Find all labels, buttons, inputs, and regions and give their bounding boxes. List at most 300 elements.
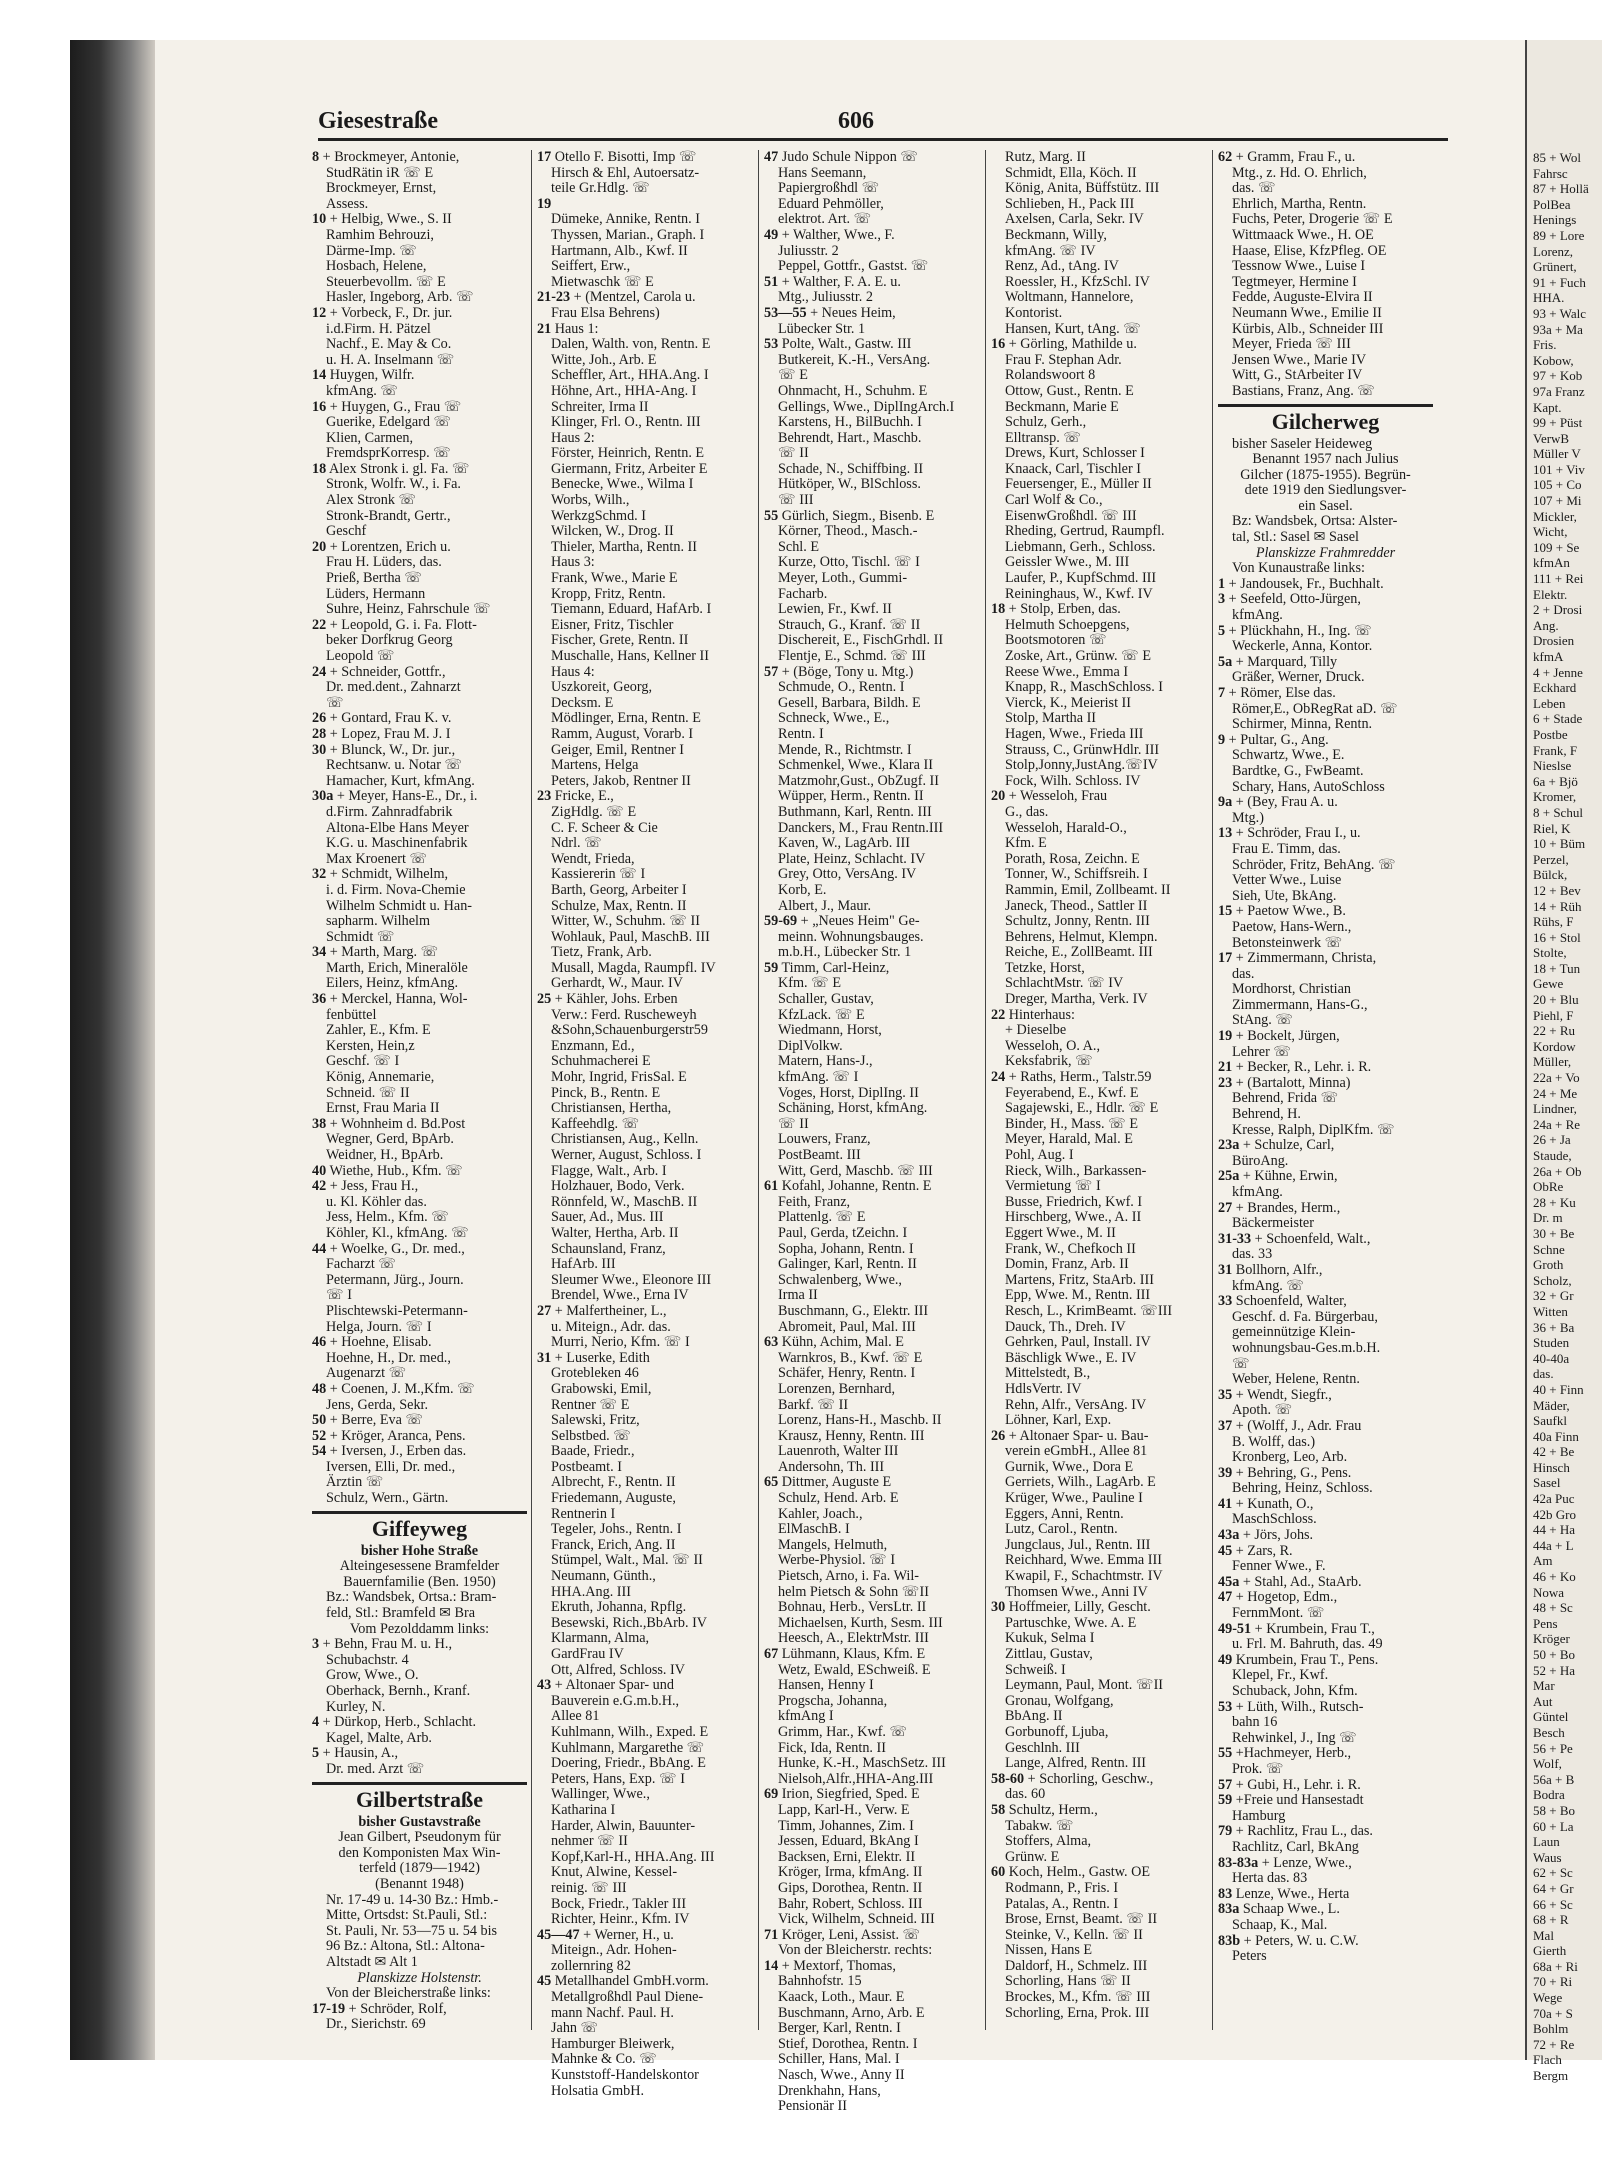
entry-text: Schubachstr. 4	[326, 1651, 409, 1668]
house-number: 59	[1218, 1792, 1233, 1809]
house-number: 16	[991, 336, 1006, 353]
directory-entry	[537, 1772, 752, 1788]
directory-entry	[537, 1881, 752, 1897]
map-reference-line: Planskizze Holstenstr.	[357, 1969, 482, 1986]
directory-entry	[991, 1117, 1206, 1133]
right-page-line: Fahrsc	[1533, 165, 1568, 181]
directory-entry	[537, 1070, 752, 1086]
entry-text: Bohnau, Herb., VersLtr. II	[778, 1599, 927, 1616]
entry-text: Meyer, Loth., Gummi-	[778, 570, 908, 587]
directory-entry	[1218, 1450, 1433, 1466]
directory-entry	[537, 1663, 752, 1679]
entry-text: mann Nachf. Paul. H.	[551, 2004, 674, 2021]
entry-text: Hamburger Bleiwerk,	[551, 2035, 675, 2052]
directory-entry	[991, 555, 1206, 571]
directory-entry	[312, 1398, 527, 1414]
entry-text: Franck, Erich, Ang. II	[551, 1536, 676, 1553]
entry-text: Barth, Georg, Arbeiter I	[551, 881, 687, 898]
entry-text: Jungclaus, Jul., Rentn. III	[1005, 1536, 1151, 1553]
directory-entry	[1218, 1419, 1433, 1435]
entry-text: Dr. med.dent., Zahnarzt	[326, 679, 461, 696]
directory-entry	[537, 337, 752, 353]
entry-text: Schmude, O., Rentn. I	[778, 679, 905, 696]
right-page-line: Dr. m	[1533, 1210, 1563, 1226]
right-page-line: Henings	[1533, 212, 1577, 228]
house-number: 39	[1218, 1464, 1233, 1481]
directory-entry	[1218, 702, 1433, 718]
entry-text: Buschmann, Arno, Arb. E	[778, 2004, 925, 2021]
directory-entry	[764, 1974, 979, 1990]
directory-entry	[537, 1959, 752, 1975]
house-number: 58-60	[991, 1770, 1025, 1787]
house-number: 20	[312, 538, 327, 555]
entry-text: Sauer, Ad., Mus. III	[551, 1209, 664, 1226]
directory-entry	[537, 1912, 752, 1928]
directory-entry	[312, 867, 527, 883]
entry-text: Thyssen, Marian., Graph. I	[551, 226, 705, 243]
directory-entry	[1218, 275, 1433, 291]
directory-entry	[1218, 1185, 1433, 1201]
street-section-heading: Giffeyweg	[312, 1511, 527, 1544]
entry-text: Lüders, Hermann	[326, 585, 426, 602]
entry-text: Bäschligk Wwe., E. IV	[1005, 1349, 1137, 1366]
right-page-line: Staude,	[1533, 1148, 1572, 1163]
directory-entry	[312, 150, 527, 166]
entry-text: + Schröder, Rolf,	[348, 2000, 447, 2017]
directory-entry	[991, 1538, 1206, 1554]
house-number: 46	[312, 1334, 327, 1351]
right-page-line: Rühs, F	[1533, 914, 1574, 930]
entry-text: Resch, L., KrimBeamt. ☏III	[1005, 1302, 1173, 1319]
directory-entry	[1218, 1310, 1433, 1326]
directory-entry	[312, 462, 527, 478]
entry-text: Höhne, Art., HHA-Ang. I	[551, 382, 697, 399]
entry-text: Rentnerin I	[551, 1505, 616, 1522]
entry-text: Mitte, Ortsdst: St.Pauli, Stl.:	[326, 1907, 488, 1924]
entry-text: Witte, Joh., Arb. E	[551, 351, 657, 368]
entry-text: Iversen, Elli, Dr. med.,	[326, 1458, 456, 1475]
directory-entry	[991, 524, 1206, 540]
directory-entry	[312, 1179, 527, 1195]
directory-entry	[764, 930, 979, 946]
directory-entry	[312, 633, 527, 649]
right-page-line: 87 + Hollä	[1533, 181, 1589, 197]
directory-entry	[991, 275, 1206, 291]
directory-entry	[991, 1132, 1206, 1148]
directory-entry	[537, 150, 752, 166]
directory-entry	[537, 181, 752, 197]
directory-entry	[764, 1304, 979, 1320]
house-number: 58	[991, 1801, 1006, 1818]
entry-text: Behrend, Frida ☏	[1232, 1090, 1339, 1107]
entry-text: Steinke, V., Kelln. ☏ II	[1005, 1926, 1143, 1943]
right-page-line: Hinsch	[1533, 1459, 1570, 1475]
entry-text: + Schröder, Frau I., u.	[1235, 825, 1361, 842]
directory-entry	[312, 1008, 527, 1024]
entry-text: Kunststoff-Handelskontor	[551, 2067, 699, 2084]
directory-entry	[991, 1569, 1206, 1585]
entry-text: + Altonaer Spar- und	[554, 1677, 674, 1694]
directory-entry	[764, 711, 979, 727]
street-note-line: dete 1919 den Siedlungsver-	[1244, 482, 1407, 499]
entry-text: Kuhlmann, Margarethe ☏	[551, 1739, 705, 1756]
directory-entry	[764, 1460, 979, 1476]
directory-entry	[764, 789, 979, 805]
entry-text: Kagel, Malte, Arb.	[326, 1729, 432, 1746]
house-number: 45	[537, 1973, 552, 1990]
directory-entry	[764, 758, 979, 774]
directory-entry	[991, 337, 1206, 353]
directory-entry	[312, 1684, 527, 1700]
house-number: 31	[537, 1349, 552, 1366]
directory-entry	[764, 1039, 979, 1055]
entry-text: Alex Stronk i. gl. Fa. ☏	[328, 460, 470, 477]
right-page-line: 6a + Bjö	[1533, 773, 1578, 789]
house-number: 83-83a	[1218, 1854, 1259, 1871]
right-page-line: 42a Puc	[1533, 1491, 1575, 1507]
directory-entry	[991, 1320, 1206, 1336]
directory-entry	[312, 259, 527, 275]
house-number: 3	[312, 1636, 320, 1653]
directory-entry	[1218, 1887, 1433, 1903]
directory-entry	[537, 1304, 752, 1320]
right-page-line: Kapt.	[1533, 399, 1562, 415]
directory-entry	[1218, 1559, 1433, 1575]
directory-entry	[991, 1335, 1206, 1351]
entry-text: Stief, Dorothea, Rentn. I	[778, 2035, 918, 2052]
house-number: 30	[312, 741, 327, 758]
entry-text: Ehrlich, Martha, Rentn.	[1232, 195, 1367, 212]
directory-entry	[764, 1320, 979, 1336]
directory-entry	[764, 212, 979, 228]
directory-entry	[764, 2052, 979, 2068]
entry-text: + Meyer, Hans-E., Dr., i.	[336, 788, 478, 805]
entry-text: Vetter Wwe., Luise	[1232, 872, 1342, 889]
directory-entry	[537, 1834, 752, 1850]
directory-entry	[537, 1943, 752, 1959]
directory-entry	[1218, 306, 1433, 322]
entry-text: nehmer ☏ II	[551, 1833, 628, 1850]
directory-entry	[764, 743, 979, 759]
entry-text: Feuersenger, E., Müller II	[1005, 476, 1152, 493]
directory-entry	[312, 1335, 527, 1351]
directory-entry	[1218, 561, 1433, 577]
directory-entry	[537, 805, 752, 821]
entry-text: Hasler, Ingeborg, Arb. ☏	[326, 289, 474, 306]
directory-entry	[1218, 1107, 1433, 1123]
directory-entry	[764, 524, 979, 540]
directory-entry	[764, 1538, 979, 1554]
right-page-line: Leben	[1533, 695, 1566, 711]
directory-entry	[764, 1709, 979, 1725]
entry-text: Schultz, Jonny, Rentn. III	[1005, 913, 1150, 930]
house-number: 59-69	[764, 913, 798, 930]
right-page-line: Nieslse	[1533, 758, 1572, 774]
directory-entry	[537, 1242, 752, 1258]
directory-entry	[764, 945, 979, 961]
directory-entry	[312, 1893, 527, 1909]
directory-entry	[312, 976, 527, 992]
directory-entry	[537, 602, 752, 618]
entry-text: Peters, Jakob, Rentner II	[551, 772, 691, 789]
right-page-line: Lorenz,	[1533, 243, 1574, 259]
directory-entry	[764, 1132, 979, 1148]
directory-entry	[312, 883, 527, 899]
directory-entry	[991, 509, 1206, 525]
entry-text: Fock, Wilh. Schloss. IV	[1005, 772, 1141, 789]
entry-text: Pietsch, Arno, i. Fa. Wil-	[778, 1568, 920, 1585]
directory-entry	[764, 665, 979, 681]
directory-entry	[537, 1320, 752, 1336]
directory-entry	[1218, 1232, 1433, 1248]
entry-text: Witt, G., StArbeiter IV	[1232, 367, 1363, 384]
directory-entry	[764, 1631, 979, 1647]
directory-entry	[1218, 197, 1433, 213]
entry-text: Frau H. Lüders, das.	[326, 554, 442, 571]
house-number: 27	[1218, 1199, 1233, 1216]
directory-entry	[312, 805, 527, 821]
directory-entry	[991, 1912, 1206, 1928]
entry-text: Facharzt ☏	[326, 1256, 397, 1273]
entry-text: Stolp, Martha II	[1005, 710, 1097, 727]
entry-text: Uszkoreit, Georg,	[551, 679, 652, 696]
entry-text: Schulze, Max, Rentn. II	[551, 897, 687, 914]
entry-text: u. Miteign., Adr. das.	[551, 1318, 671, 1335]
entry-text: FremdsprKorresp. ☏	[326, 445, 451, 462]
directory-entry	[1218, 982, 1433, 998]
directory-entry	[537, 1023, 752, 1039]
entry-text: Stolp,Jonny,JustAng.☏IV	[1005, 757, 1158, 774]
directory-entry	[537, 400, 752, 416]
directory-entry	[991, 1553, 1206, 1569]
entry-text: Matern, Hans-J.,	[778, 1053, 873, 1070]
directory-entry	[991, 836, 1206, 852]
directory-entry	[1218, 639, 1433, 655]
entry-text: Altstadt ✉ Alt 1	[326, 1953, 418, 1970]
entry-text: Tessnow Wwe., Luise I	[1232, 258, 1366, 275]
entry-text: Selbstbed. ☏	[551, 1427, 632, 1444]
directory-entry	[537, 867, 752, 883]
right-page-line: HHA.	[1533, 290, 1565, 306]
entry-text: WerkzgSchmd. I	[551, 507, 646, 524]
right-page-line: kfmA	[1533, 649, 1564, 664]
entry-text: Barkf. ☏ II	[778, 1396, 849, 1413]
entry-text: Laufer, P., KupfSchmd. III	[1005, 570, 1157, 587]
entry-text: + Brandes, Herm.,	[1235, 1199, 1341, 1216]
entry-text: Patalas, A., Rentn. I	[1005, 1895, 1119, 1912]
directory-entry	[764, 1881, 979, 1897]
entry-text: + Altonaer Spar- u. Bau-	[1008, 1427, 1149, 1444]
house-number: 55	[764, 507, 779, 524]
directory-entry	[312, 509, 527, 525]
directory-entry	[537, 618, 752, 634]
entry-text: verein eGmbH., Allee 81	[1005, 1443, 1148, 1460]
right-page-line: Kordow	[1533, 1038, 1576, 1054]
directory-entry	[764, 259, 979, 275]
entry-text: Eggert Wwe., M. II	[1005, 1224, 1116, 1241]
directory-entry	[312, 1924, 527, 1940]
directory-entry	[764, 2099, 979, 2115]
entry-text: Römer,E., ObRegRat aD. ☏	[1232, 700, 1398, 717]
house-number: 83b	[1218, 1932, 1241, 1949]
entry-text: Sieh, Ute, BkAng.	[1232, 887, 1337, 904]
right-page-line: 85 + Wol	[1533, 150, 1581, 165]
entry-text: Dauck, Th., Dreh. IV	[1005, 1318, 1126, 1335]
entry-text: G., das.	[1005, 803, 1049, 820]
directory-entry	[1218, 1341, 1433, 1357]
directory-entry	[764, 509, 979, 525]
directory-entry	[1218, 337, 1433, 353]
entry-text: Schirmer, Minna, Rentn.	[1232, 716, 1373, 733]
right-page-line: Frank, F	[1533, 742, 1578, 758]
entry-text: gemeinnützige Klein-	[1232, 1324, 1356, 1341]
entry-text: Hoehne, H., Dr. med.,	[326, 1349, 451, 1366]
entry-text: Lühmann, Klaus, Kfm. E	[781, 1646, 926, 1662]
directory-entry	[312, 1939, 527, 1955]
directory-entry	[537, 1569, 752, 1585]
right-page-line: 58 + Bo	[1533, 1802, 1576, 1818]
directory-entry	[312, 1762, 527, 1778]
entry-text: Allee 81	[551, 1708, 600, 1725]
entry-text: FernmMont. ☏	[1232, 1605, 1325, 1622]
entry-text: Schäfer, Henry, Rentn. I	[778, 1365, 916, 1382]
directory-entry	[764, 477, 979, 493]
directory-entry	[991, 1850, 1206, 1866]
directory-entry	[764, 228, 979, 244]
entry-text: Gesell, Barbara, Bildh. E	[778, 694, 921, 711]
entry-text: Hansen, Kurt, tAng. ☏	[1005, 320, 1141, 337]
directory-entry	[312, 1413, 527, 1429]
entry-text: Lorenzen, Bernhard,	[778, 1380, 895, 1397]
directory-entry	[312, 384, 527, 400]
directory-entry	[991, 711, 1206, 727]
entry-text: + (Wolff, J., Adr. Frau	[1235, 1417, 1362, 1434]
entry-text: Dr. med. Arzt ☏	[326, 1760, 425, 1777]
directory-entry	[537, 852, 752, 868]
directory-entry	[312, 1366, 527, 1382]
entry-text: + Jess, Frau H.,	[329, 1178, 419, 1195]
directory-entry	[764, 1054, 979, 1070]
entry-text: Dreger, Martha, Verk. IV	[1005, 991, 1148, 1008]
entry-text: + Stahl, Ad., StaArb.	[1242, 1573, 1362, 1590]
entry-text: Ott, Alfred, Schloss. IV	[551, 1661, 685, 1678]
right-page-line: Grünert,	[1533, 259, 1577, 275]
directory-entry	[312, 181, 527, 197]
right-page-line: 4 + Jenne	[1533, 664, 1583, 680]
house-number: 5	[312, 1745, 320, 1762]
directory-entry	[1218, 1840, 1433, 1856]
right-page-line: Piehl, F	[1533, 1007, 1574, 1023]
directory-entry	[537, 1928, 752, 1944]
entry-text: + (Mentzel, Carola u.	[573, 289, 696, 306]
directory-entry	[537, 1210, 752, 1226]
right-page-line: Riel, K	[1533, 820, 1571, 836]
entry-text: Geschf. d. Fa. Bürgerbau,	[1232, 1308, 1378, 1325]
entry-text: Feith, Franz,	[778, 1193, 851, 1210]
directory-entry	[312, 1986, 527, 2002]
directory-entry	[537, 1491, 752, 1507]
entry-text: ☏	[1232, 1355, 1250, 1372]
entry-text: Lauenroth, Walter III	[778, 1443, 899, 1460]
directory-entry	[312, 1606, 527, 1622]
directory-entry	[991, 899, 1206, 915]
right-page-line: 109 + Se	[1533, 539, 1580, 555]
directory-entry	[1218, 384, 1433, 400]
entry-text: + Plückhahn, H., Ing. ☏	[1228, 622, 1372, 639]
entry-text: + Römer, Else das.	[1228, 685, 1336, 701]
directory-entry	[1218, 1403, 1433, 1419]
entry-text: Klepel, Fr., Kwf.	[1232, 1667, 1329, 1684]
entry-text: + Behn, Frau M. u. H.,	[322, 1636, 453, 1653]
directory-entry	[312, 166, 527, 182]
directory-entry	[537, 945, 752, 961]
house-number: 14	[764, 1957, 779, 1974]
entry-text: Haase, Elise, KfzPfleg. OE	[1232, 242, 1387, 259]
entry-text: Keksfabrik, ☏	[1005, 1053, 1093, 1070]
directory-entry	[312, 1039, 527, 1055]
street-section-heading: Gilcherweg	[1218, 404, 1433, 437]
right-page-line: Bülck,	[1533, 867, 1568, 883]
directory-entry	[1218, 1076, 1433, 1092]
entry-text: Reiche, E., ZollBeamt. III	[1005, 944, 1153, 961]
entry-text: Ramhim Behrouzi,	[326, 226, 434, 243]
entry-text: Musall, Magda, Raumpfl. IV	[551, 959, 716, 976]
directory-entry	[991, 1522, 1206, 1538]
entry-text: + Coenen, J. M.,Kfm. ☏	[329, 1380, 475, 1397]
directory-entry	[1218, 608, 1433, 624]
directory-entry	[764, 1694, 979, 1710]
entry-text: Rönnfeld, W., MaschB. II	[551, 1193, 698, 1210]
entry-text: HdlsVertr. IV	[1005, 1380, 1082, 1397]
directory-entry	[764, 1803, 979, 1819]
entry-text: bisher Saseler Heideweg	[1232, 435, 1373, 452]
entry-text: Facharb.	[778, 585, 828, 602]
entry-text: Fenner Wwe., F.	[1232, 1558, 1326, 1575]
right-page-line: 22a + Vo	[1533, 1070, 1580, 1086]
right-page-line: Kobow,	[1533, 352, 1574, 368]
entry-text: Gräßer, Werner, Druck.	[1232, 669, 1365, 686]
right-page-line: 42b Gro	[1533, 1506, 1576, 1522]
directory-entry	[312, 1351, 527, 1367]
directory-entry	[537, 1257, 752, 1273]
directory-entry	[312, 821, 527, 837]
entry-text: u. Kl. Köhler das.	[326, 1193, 427, 1210]
directory-entry	[312, 1164, 527, 1180]
entry-text: + Lüth, Wilh., Rutsch-	[1235, 1698, 1364, 1715]
house-number: 23a	[1218, 1137, 1240, 1154]
column-3	[764, 150, 979, 2115]
directory-entry	[991, 883, 1206, 899]
directory-entry	[312, 555, 527, 571]
directory-entry	[312, 743, 527, 759]
house-number: 25a	[1218, 1168, 1240, 1185]
entry-text: Behrend, H.	[1232, 1106, 1301, 1123]
entry-text: + Paetow Wwe., B.	[1235, 903, 1346, 920]
entry-text: Neumann Wwe., Emilie II	[1232, 304, 1382, 321]
entry-text: + Walther, F. A. E. u.	[781, 273, 901, 290]
entry-text: Kaven, W., LagArb. III	[778, 835, 910, 852]
directory-entry	[1218, 1481, 1433, 1497]
directory-entry	[991, 415, 1206, 431]
right-page-line: VerwB	[1533, 430, 1570, 446]
directory-entry	[991, 353, 1206, 369]
entry-text: Rolandswoort 8	[1005, 367, 1096, 384]
directory-entry	[1218, 166, 1433, 182]
house-number: 55	[1218, 1745, 1233, 1762]
column-5	[1218, 150, 1433, 1965]
entry-text: Hamburg	[1232, 1807, 1286, 1824]
entry-text: Fuchs, Peter, Drogerie ☏ E	[1232, 211, 1393, 228]
